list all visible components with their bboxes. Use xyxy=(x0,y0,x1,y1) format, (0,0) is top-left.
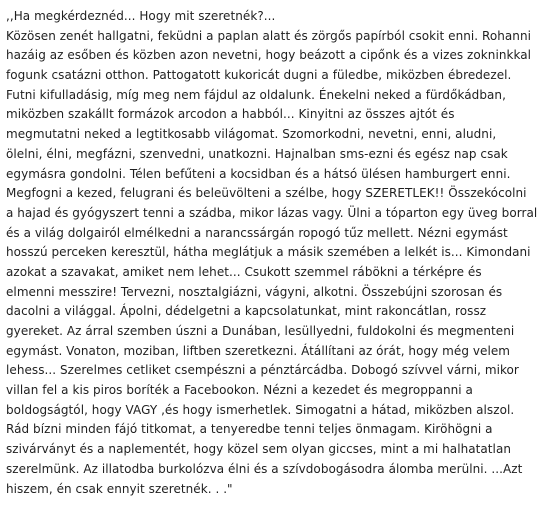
text-line: egymást. Vonaton, moziban, liftben szeretkezni. Átállítani az órát, hogy még velem xyxy=(6,343,511,358)
text-line: gyereket. Az árral szemben úszni a Dunában, lesüllyedni, fuldokolni és megmenteni xyxy=(6,324,515,338)
text-line: megmutatni neked a legtitkosabb világomat. Szomorkodni, nevetni, enni, aludni, xyxy=(6,127,497,142)
text-line: villan fel a kis piros boríték a Facebookon. Nézni a kezedet és megroppanni a xyxy=(6,383,473,398)
text-line: Futni kifulladásig, míg meg nem fájdul az oldalunk. Énekelni neked a fürdőkádban, xyxy=(6,87,506,102)
text-line: hazáig az esőben és közben azon nevetni, hogy beázott a cipőnk és a vizes zokninkkal xyxy=(6,48,532,63)
text-line: fogunk csatázni otthon. Pattogatott kukoricát dugni a füledbe, miközben ébredezel. xyxy=(6,68,512,83)
text-line: boldogságtól, hogy VAGY ,és hogy ismerhetlek. Simogatni a hátad, miközben alszol. xyxy=(6,402,515,417)
text-line: szivárványt és a naplementét, hogy közel sem olyan giccses, mint a mi halhatatlan xyxy=(6,442,512,457)
text-line: a hajad és gyógyszert tenni a szádba, mikor lázas vagy. Ülni a tóparton egy üveg borral xyxy=(6,205,538,220)
text-line: szerelmünk. Az illatodba burkolózva élni és a szívdobogásodra álomba merülni. ...Azt xyxy=(6,461,523,476)
text-line: hosszú perceken keresztül, hátha meglátjuk a másik szemében a lelkét is... Kimondani xyxy=(6,245,531,260)
text-line: dacolni a világgal. Ápolni, dédelgetni a kapcsolatunkat, mint rakoncátlan, rossz xyxy=(6,304,487,319)
text-line: Rád bízni minden fájó titkomat, a tenyeredbe tenni teljes önmagam. Kiröhögni a xyxy=(6,422,493,437)
text-line: elmenni messzire! Tervezni, nosztalgiázni, vágyni, alkotni. Összebújni szorosan és xyxy=(6,284,503,299)
text-line: miközben szakállt formázok arcodon a habból... Kinyitni az összes ajtót és xyxy=(6,107,455,122)
text-line: lehess... Szerelmes cetliket csempészni a pénztárcádba. Dobogó szívvel várni, mikor xyxy=(6,363,519,378)
text-line: egymásra gondolni. Télen befűteni a kocsidban és a hátsó ülésen hamburgert enni. xyxy=(6,166,511,181)
text-line: ,,Ha megkérdeznéd... Hogy mit szeretnék?... xyxy=(6,9,276,23)
text-line: Megfogni a kezed, felugrani és beleüvölteni a szélbe, hogy SZERETLEK!! Összekócolni xyxy=(6,186,527,201)
text-line: ölelni, élni, megfázni, szenvedni, unatkozni. Hajnalban sms-ezni és egész nap csak xyxy=(6,146,508,161)
text-line: Közösen zenét hallgatni, feküdni a paplan alatt és zörgős papírból csokit enni. Rohanni xyxy=(6,28,532,43)
text-line: és a világ dolgairól elmélkedni a narancssárgán ropogó tűz mellett. Nézni egymást xyxy=(6,225,508,240)
text-line: azokat a szavakat, amiket nem lehet... Csukott szemmel rábökni a térképre és xyxy=(6,264,482,279)
text-line: hiszem, én csak ennyit szeretnék. . ." xyxy=(6,481,233,496)
